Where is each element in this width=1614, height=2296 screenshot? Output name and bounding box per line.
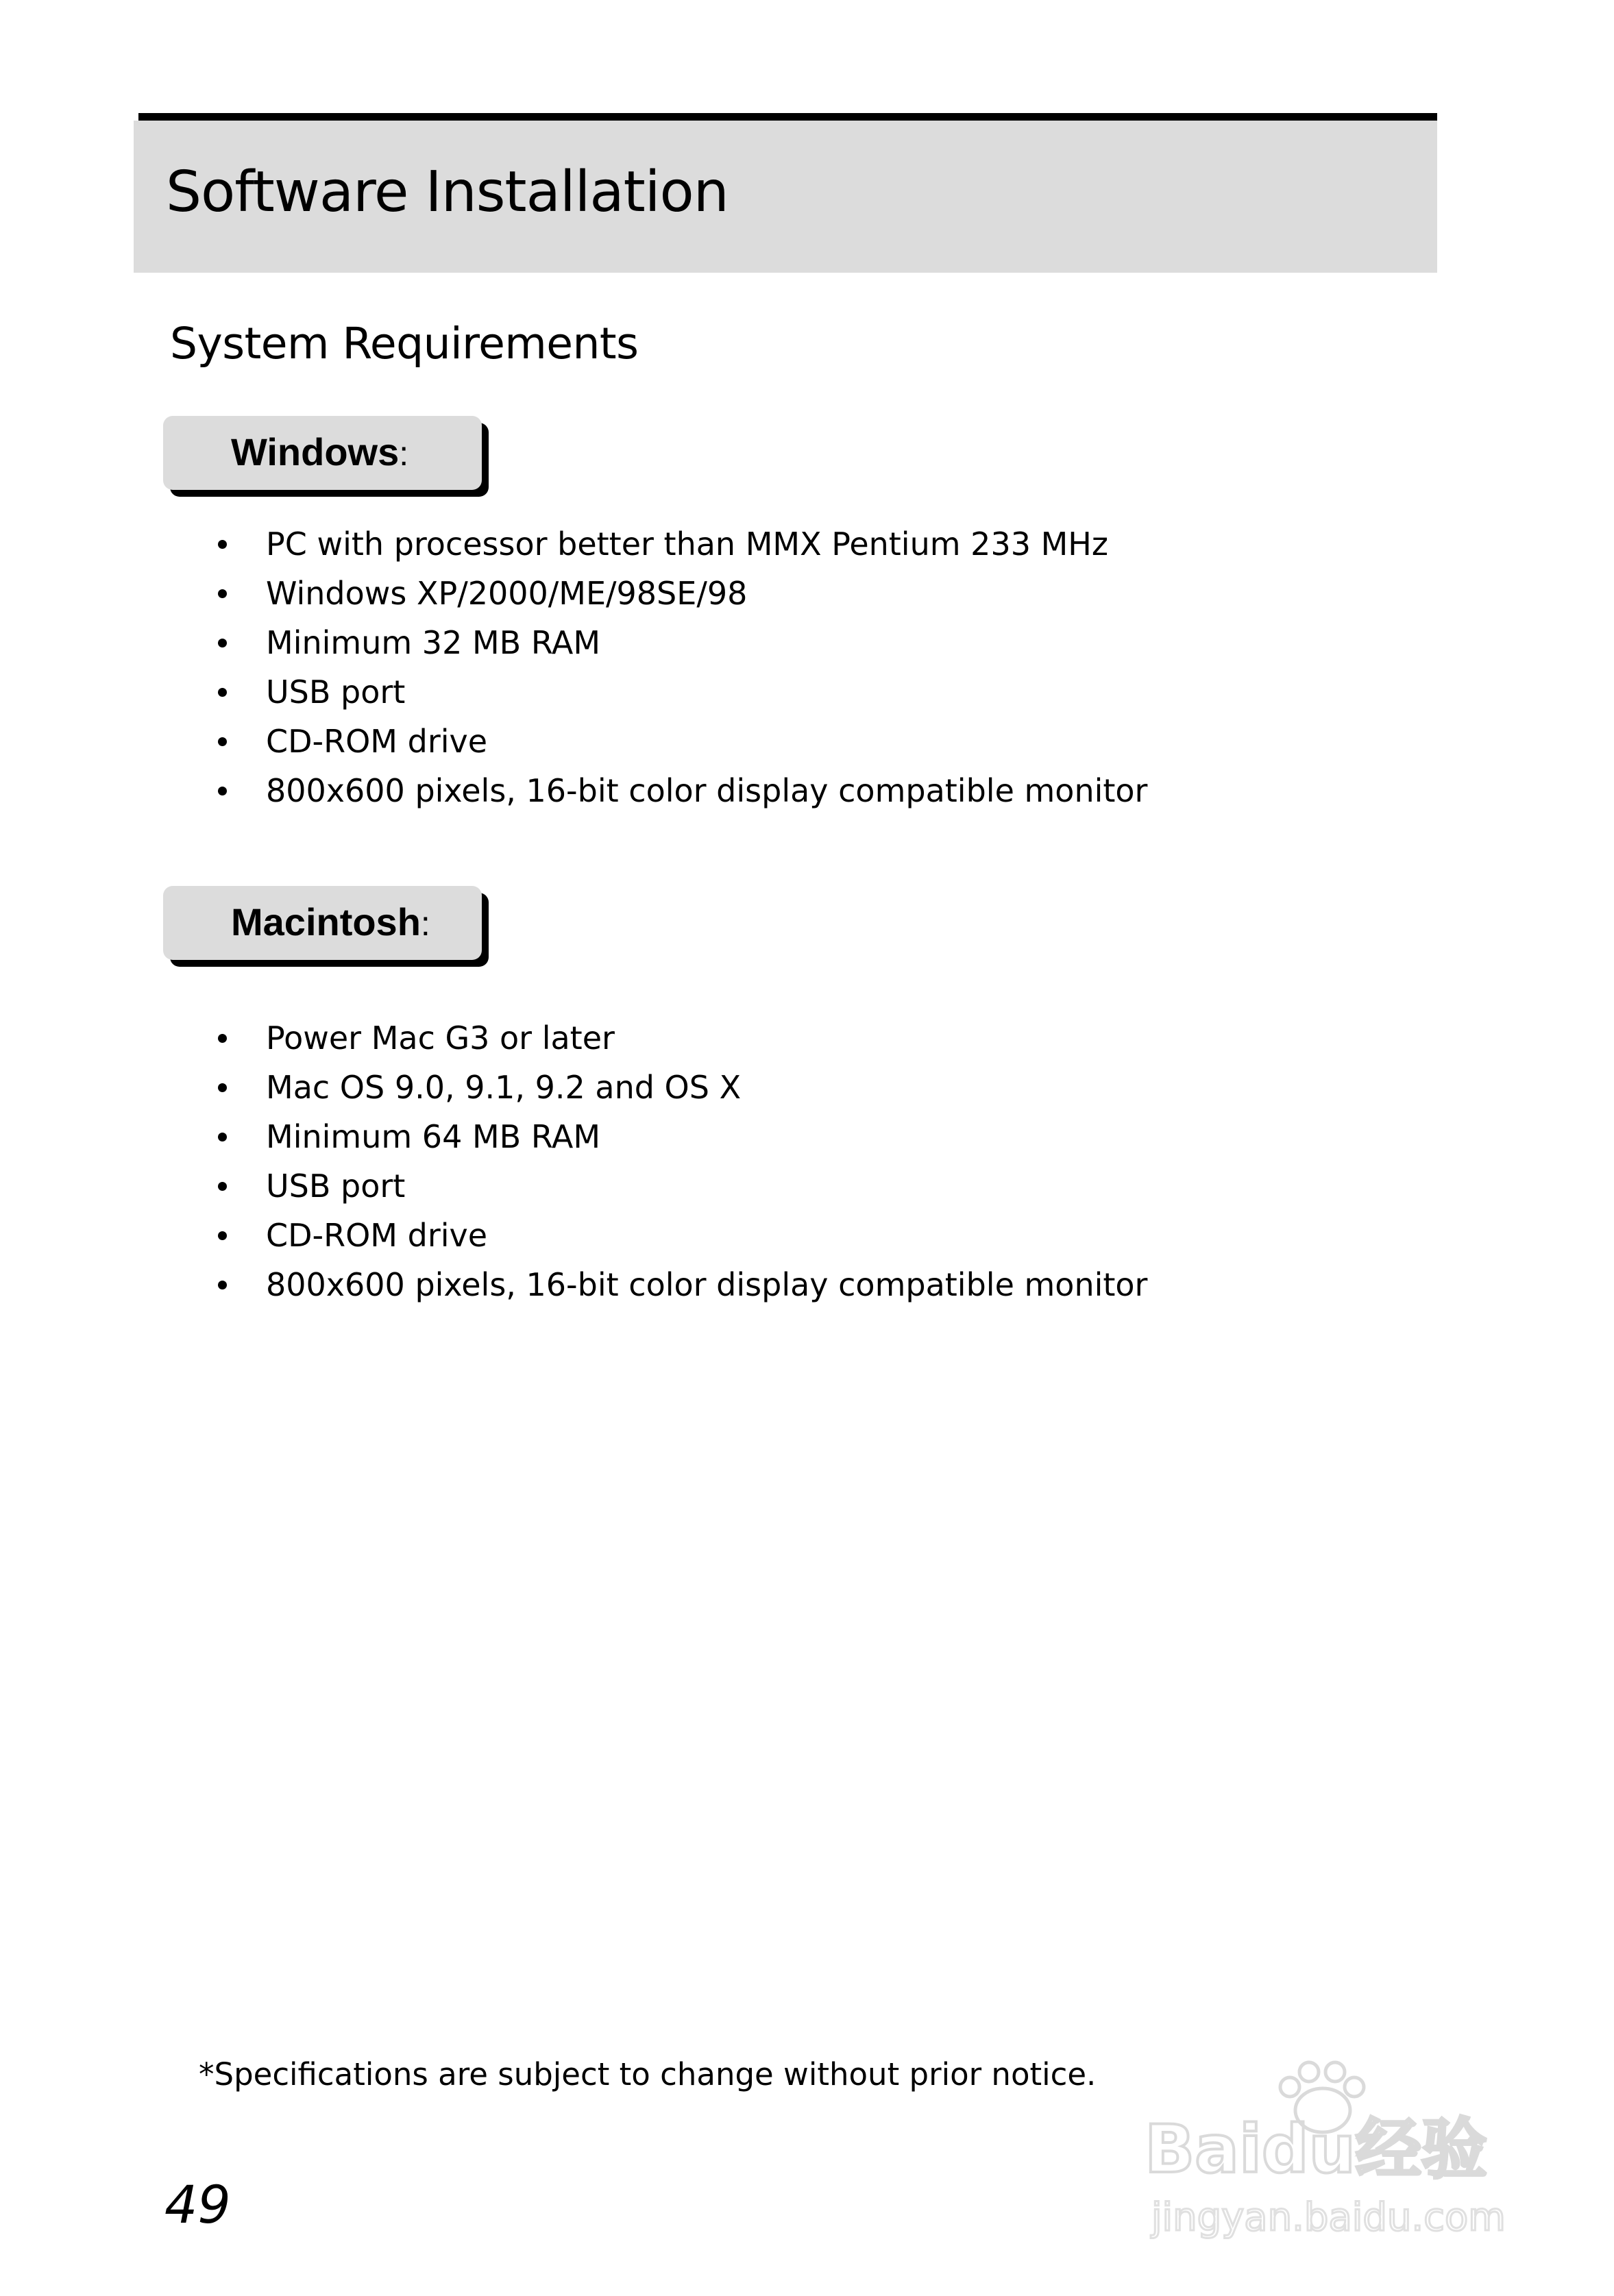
bullet-icon [218, 1182, 227, 1191]
bullet-icon [218, 688, 227, 697]
bullet-icon [218, 787, 227, 795]
watermark-brand: Baidu经验 [1145, 2111, 1487, 2188]
bullet-icon [218, 1231, 227, 1240]
windows-tab-label: Windows: [231, 430, 409, 473]
footnote: *Specifications are subject to change without prior notice. [199, 2056, 1097, 2093]
bullet-icon [218, 1083, 227, 1092]
page-number: 49 [164, 2174, 231, 2235]
bullet-icon [218, 1133, 227, 1141]
windows-tab [163, 416, 482, 490]
bullet-icon [218, 540, 227, 549]
bullet-icon [218, 639, 227, 647]
bullet-icon [218, 589, 227, 598]
bullet-icon [218, 1281, 227, 1289]
baidu-watermark-logo [1138, 2056, 1521, 2247]
section-title: System Requirements [170, 319, 639, 369]
bullet-icon [218, 1034, 227, 1043]
bullet-icon [218, 737, 227, 746]
macintosh-tab-label: Macintosh: [231, 900, 430, 943]
watermark-url: jingyan.baidu.com [1151, 2195, 1506, 2240]
header-rule [138, 113, 1437, 121]
page-title: Software Installation [166, 160, 729, 225]
macintosh-tab [163, 886, 482, 960]
